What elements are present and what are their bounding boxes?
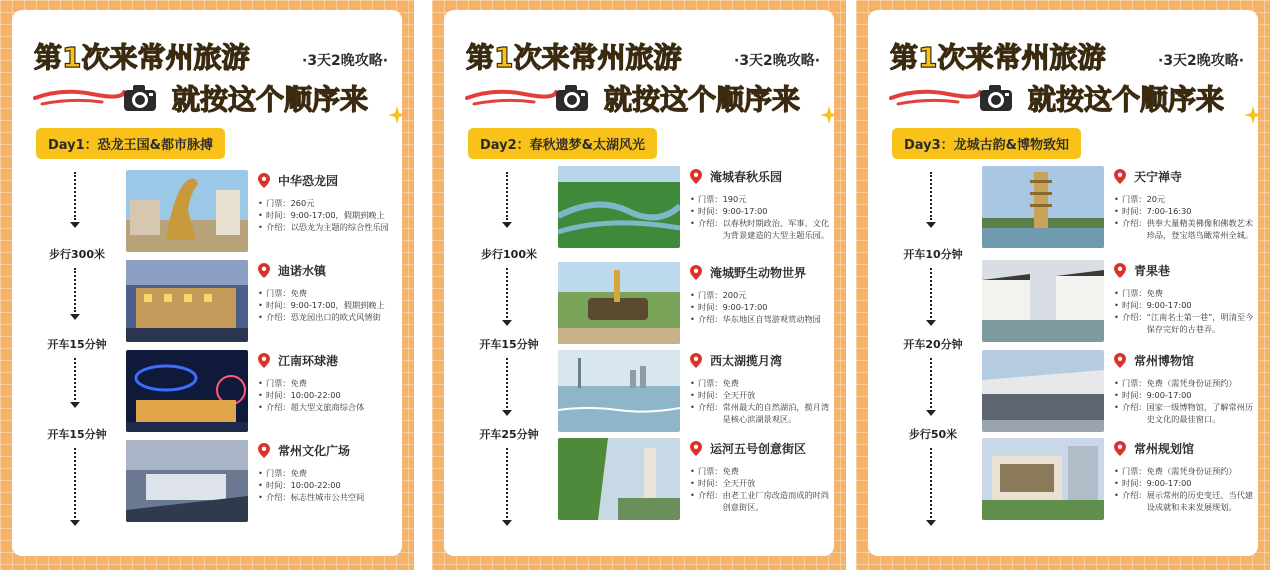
global-harbor-image [126, 350, 248, 432]
ticket-value: 免费 [1146, 288, 1163, 298]
map-pin-icon [258, 353, 270, 368]
spot-card[interactable] [982, 166, 1258, 250]
ticket-label: 门票： [1122, 288, 1147, 298]
transit-label: 步行50米 [908, 428, 958, 441]
arrow-down-icon [926, 410, 936, 416]
spot-name: 常州博物馆 [1134, 354, 1195, 368]
ticket-label: 门票： [698, 290, 723, 300]
time-label: 时间： [698, 206, 723, 216]
transit-label: 开车15分钟 [47, 338, 107, 351]
day-tag: Day2：春秋遗梦&太湖风光 [468, 128, 657, 159]
panel-subtitle: 就按这个顺序来 [604, 83, 801, 116]
intro-label: 介绍： [698, 402, 723, 412]
arrow-down-icon [926, 222, 936, 228]
spot-name: 江南环球港 [278, 354, 339, 368]
panel-card [444, 10, 834, 556]
spot-info: 常州博物馆 • 门票： 免费（需凭身份证预约） • 时间： 9:00-17:00 • 介绍： 国家一级博物馆，了解常州历史文化的最佳窗口。 [1114, 352, 1258, 425]
ticket-label: 门票： [698, 378, 723, 388]
route-line [930, 358, 932, 408]
map-pin-icon [1114, 263, 1126, 278]
spot-name: 淹城春秋乐园 [710, 170, 783, 184]
west-taihu-image [558, 350, 680, 432]
time-value: 9:00-17:00，假期到晚上 [290, 300, 385, 310]
intro-value: 国家一级博物馆，了解常州历史文化的最佳窗口。 [1146, 402, 1254, 424]
spot-name: 常州文化广场 [278, 444, 351, 458]
intro-value: 常州最大的自然湖泊，揽月湾是核心滨湖景观区。 [722, 402, 830, 424]
ticket-label: 门票： [266, 468, 291, 478]
spot-info: 运河五号创意街区 • 门票： 免费 • 时间： 全天开放 • 介绍： 由老工业厂房改造而成的时尚创意街区。 [690, 440, 834, 513]
spot-info: 常州规划馆 • 门票： 免费（需凭身份证预约） • 时间： 9:00-17:00 • 介绍： 展示常州的历史变迁、当代建设成就和未来发展规划。 [1114, 440, 1258, 513]
spot-card[interactable] [982, 438, 1258, 522]
ticket-label: 门票： [266, 288, 291, 298]
intro-value: 展示常州的历史变迁、当代建设成就和未来发展规划。 [1146, 490, 1254, 512]
transit-label: 开车15分钟 [479, 338, 539, 351]
ticket-label: 门票： [1122, 194, 1147, 204]
spot-info: 淹城春秋乐园 • 门票： 190元 • 时间： 9:00-17:00 • 介绍： 以春秋时期政治、军事、文化为背景建造的大型主题乐园。 [690, 168, 834, 241]
time-label: 时间： [266, 300, 291, 310]
spot-info: 江南环球港 • 门票： 免费 • 时间： 10:00-22:00 • 介绍： 超大型文旅商综合体 [258, 352, 402, 413]
route-line [74, 448, 76, 518]
arrow-down-icon [502, 410, 512, 416]
spot-photo [126, 170, 248, 252]
time-value: 9:00-17:00 [722, 302, 768, 312]
time-value: 9:00-17:00 [722, 206, 768, 216]
map-pin-icon [690, 441, 702, 456]
ticket-value: 免费 [722, 378, 739, 388]
ticket-value: 免费 [722, 466, 739, 476]
map-pin-icon [690, 169, 702, 184]
transit-label: 开车15分钟 [47, 428, 107, 441]
spot-card[interactable] [558, 166, 834, 250]
spot-info: 西太湖揽月湾 • 门票： 免费 • 时间： 全天开放 • 介绍： 常州最大的自然湖泊，揽月湾是核心滨湖景观区。 [690, 352, 834, 425]
arrow-down-icon [502, 320, 512, 326]
spot-card[interactable] [126, 350, 402, 434]
scribble-icon [888, 84, 983, 110]
panel-subtitle: 就按这个顺序来 [172, 83, 369, 116]
spot-photo [558, 350, 680, 432]
time-value: 10:00-22:00 [290, 390, 341, 400]
time-value: 9:00-17:00，假期到晚上 [290, 210, 385, 220]
route-line [74, 268, 76, 312]
ticket-value: 20元 [1146, 194, 1166, 204]
day-tag: Day3：龙城古韵&博物致知 [892, 128, 1081, 159]
intro-value: 以恐龙为主题的综合性乐园 [290, 222, 389, 232]
panel-title: 第1次来常州旅游 [466, 41, 682, 74]
spot-photo [982, 350, 1104, 432]
route-timeline [42, 170, 112, 530]
ticket-value: 260元 [290, 198, 315, 208]
spot-card[interactable] [558, 350, 834, 434]
arrow-down-icon [926, 520, 936, 526]
time-value: 全天开放 [722, 390, 756, 400]
transit-label: 开车10分钟 [903, 248, 963, 261]
panel-title-badge: ·3天2晚攻略· [734, 53, 821, 69]
map-pin-icon [1114, 353, 1126, 368]
intro-label: 介绍： [266, 312, 291, 322]
panel-card [12, 10, 402, 556]
spot-photo [982, 260, 1104, 342]
time-label: 时间： [1122, 478, 1147, 488]
spot-card[interactable] [558, 262, 834, 346]
spot-info: 迪诺水镇 • 门票： 免费 • 时间： 9:00-17:00，假期到晚上 • 介绍： 恐龙园出口的欧式风情街 [258, 262, 402, 323]
spot-name: 淹城野生动物世界 [710, 266, 807, 280]
intro-label: 介绍： [266, 492, 291, 502]
arrow-down-icon [926, 320, 936, 326]
dinosaur-park-image [126, 170, 248, 252]
time-value: 9:00-17:00 [1146, 390, 1192, 400]
map-pin-icon [1114, 169, 1126, 184]
spot-card[interactable] [558, 438, 834, 522]
transit-label: 开车25分钟 [479, 428, 539, 441]
wildlife-zoo-image [558, 262, 680, 344]
scribble-icon [464, 84, 559, 110]
transit-label: 步行100米 [481, 248, 537, 261]
changzhou-museum-image [982, 350, 1104, 432]
spot-info: 常州文化广场 • 门票： 免费 • 时间： 10:00-22:00 • 介绍： 标志性城市公共空间 [258, 442, 402, 503]
water-town-image [126, 260, 248, 342]
spot-name: 迪诺水镇 [278, 264, 327, 278]
ticket-value: 免费（需凭身份证预约） [1146, 378, 1237, 388]
map-pin-icon [258, 263, 270, 278]
camera-icon [554, 82, 590, 114]
route-line [74, 172, 76, 220]
camera-icon [978, 82, 1014, 114]
canal-five-image [558, 438, 680, 520]
sparkle-icon [820, 106, 834, 124]
day-tag: Day1：恐龙王国&都市脉搏 [36, 128, 225, 159]
spot-photo [558, 438, 680, 520]
sparkle-icon [388, 106, 402, 124]
time-label: 时间： [1122, 390, 1147, 400]
ticket-value: 免费 [290, 378, 307, 388]
spot-info: 中华恐龙园 • 门票： 260元 • 时间： 9:00-17:00，假期到晚上 • 介绍： 以恐龙为主题的综合性乐园 [258, 172, 402, 233]
ticket-label: 门票： [266, 198, 291, 208]
spot-info: 天宁禅寺 • 门票： 20元 • 时间： 7:00-16:30 • 介绍： 供奉大量精美佛像和佛教艺术珍品，登宝塔鸟瞰常州全城。 [1114, 168, 1258, 241]
route-line [74, 358, 76, 400]
spot-card[interactable] [982, 260, 1258, 344]
spot-photo [558, 166, 680, 248]
panel-title-badge: ·3天2晚攻略· [1158, 53, 1245, 69]
ticket-value: 200元 [722, 290, 747, 300]
arrow-down-icon [502, 520, 512, 526]
arrow-down-icon [70, 520, 80, 526]
ticket-label: 门票： [266, 378, 291, 388]
panel-card [868, 10, 1258, 556]
tianning-temple-image [982, 166, 1104, 248]
time-label: 时间： [1122, 206, 1147, 216]
intro-label: 介绍： [698, 490, 723, 500]
intro-label: 介绍： [266, 402, 291, 412]
spot-info: 淹城野生动物世界 • 门票： 200元 • 时间： 9:00-17:00 • 介绍： 华东地区自驾游观赏动物园 [690, 264, 834, 325]
ticket-value: 免费 [290, 468, 307, 478]
arrow-down-icon [502, 222, 512, 228]
intro-value: 恐龙园出口的欧式风情街 [290, 312, 381, 322]
ticket-label: 门票： [1122, 466, 1147, 476]
arrow-down-icon [70, 402, 80, 408]
planning-hall-image [982, 438, 1104, 520]
intro-value: 以春秋时期政治、军事、文化为背景建造的大型主题乐园。 [722, 218, 830, 240]
culture-plaza-image [126, 440, 248, 522]
sparkle-icon [1244, 106, 1258, 124]
route-line [506, 172, 508, 220]
route-line [930, 268, 932, 318]
route-timeline [898, 170, 968, 530]
spot-photo [982, 166, 1104, 248]
panel-title: 第1次来常州旅游 [890, 41, 1106, 74]
intro-label: 介绍： [698, 314, 723, 324]
route-line [930, 172, 932, 220]
arrow-down-icon [70, 314, 80, 320]
route-line [930, 448, 932, 518]
ticket-value: 免费（需凭身份证预约） [1146, 466, 1237, 476]
ticket-label: 门票： [698, 194, 723, 204]
panel-title: 第1次来常州旅游 [34, 41, 250, 74]
map-pin-icon [690, 353, 702, 368]
qingguo-lane-image [982, 260, 1104, 342]
time-value: 9:00-17:00 [1146, 300, 1192, 310]
intro-label: 介绍： [266, 222, 291, 232]
map-pin-icon [1114, 441, 1126, 456]
spot-photo [982, 438, 1104, 520]
ticket-label: 门票： [698, 466, 723, 476]
spot-card[interactable] [126, 260, 402, 344]
intro-label: 介绍： [1122, 402, 1147, 412]
time-label: 时间： [698, 478, 723, 488]
spot-photo [558, 262, 680, 344]
spot-name: 中华恐龙园 [278, 174, 339, 188]
time-label: 时间： [266, 390, 291, 400]
route-line [506, 268, 508, 318]
intro-value: 超大型文旅商综合体 [290, 402, 365, 412]
route-line [506, 358, 508, 408]
map-pin-icon [258, 443, 270, 458]
spot-name: 常州规划馆 [1134, 442, 1195, 456]
spot-photo [126, 350, 248, 432]
ticket-value: 免费 [290, 288, 307, 298]
intro-value: 供奉大量精美佛像和佛教艺术珍品，登宝塔鸟瞰常州全城。 [1146, 218, 1254, 240]
time-label: 时间： [266, 210, 291, 220]
intro-value: 由老工业厂房改造而成的时尚创意街区。 [722, 490, 830, 512]
route-line [506, 448, 508, 518]
intro-value: “江南名士第一巷”，明清至今保存完好的古巷弄。 [1146, 312, 1254, 334]
spot-card[interactable] [982, 350, 1258, 434]
camera-icon [122, 82, 158, 114]
panel-subtitle: 就按这个顺序来 [1028, 83, 1225, 116]
panel-day3 [856, 0, 1270, 570]
scribble-icon [32, 84, 127, 110]
panel-day1 [0, 0, 414, 570]
ticket-value: 190元 [722, 194, 747, 204]
intro-value: 标志性城市公共空间 [290, 492, 365, 502]
panel-title-badge: ·3天2晚攻略· [302, 53, 389, 69]
time-label: 时间： [698, 390, 723, 400]
intro-label: 介绍： [1122, 312, 1147, 322]
spot-info: 青果巷 • 门票： 免费 • 时间： 9:00-17:00 • 介绍： “江南名士第一巷”，明清至今保存完好的古巷弄。 [1114, 262, 1258, 335]
spot-card[interactable] [126, 440, 402, 524]
spot-name: 天宁禅寺 [1134, 170, 1183, 184]
spot-photo [126, 260, 248, 342]
time-label: 时间： [1122, 300, 1147, 310]
transit-label: 步行300米 [49, 248, 105, 261]
intro-label: 介绍： [1122, 490, 1147, 500]
panel-day2 [432, 0, 846, 570]
time-value: 9:00-17:00 [1146, 478, 1192, 488]
intro-value: 华东地区自驾游观赏动物园 [722, 314, 821, 324]
yancheng-park-image [558, 166, 680, 248]
map-pin-icon [258, 173, 270, 188]
intro-label: 介绍： [1122, 218, 1147, 228]
arrow-down-icon [70, 222, 80, 228]
spot-name: 西太湖揽月湾 [710, 354, 783, 368]
time-value: 全天开放 [722, 478, 756, 488]
route-timeline [474, 170, 544, 530]
spot-card[interactable] [126, 170, 402, 254]
map-pin-icon [690, 265, 702, 280]
time-value: 10:00-22:00 [290, 480, 341, 490]
transit-label: 开车20分钟 [903, 338, 963, 351]
ticket-label: 门票： [1122, 378, 1147, 388]
intro-label: 介绍： [698, 218, 723, 228]
spot-name: 运河五号创意街区 [710, 442, 807, 456]
spot-name: 青果巷 [1134, 264, 1171, 278]
time-label: 时间： [698, 302, 723, 312]
time-label: 时间： [266, 480, 291, 490]
spot-photo [126, 440, 248, 522]
time-value: 7:00-16:30 [1146, 206, 1192, 216]
